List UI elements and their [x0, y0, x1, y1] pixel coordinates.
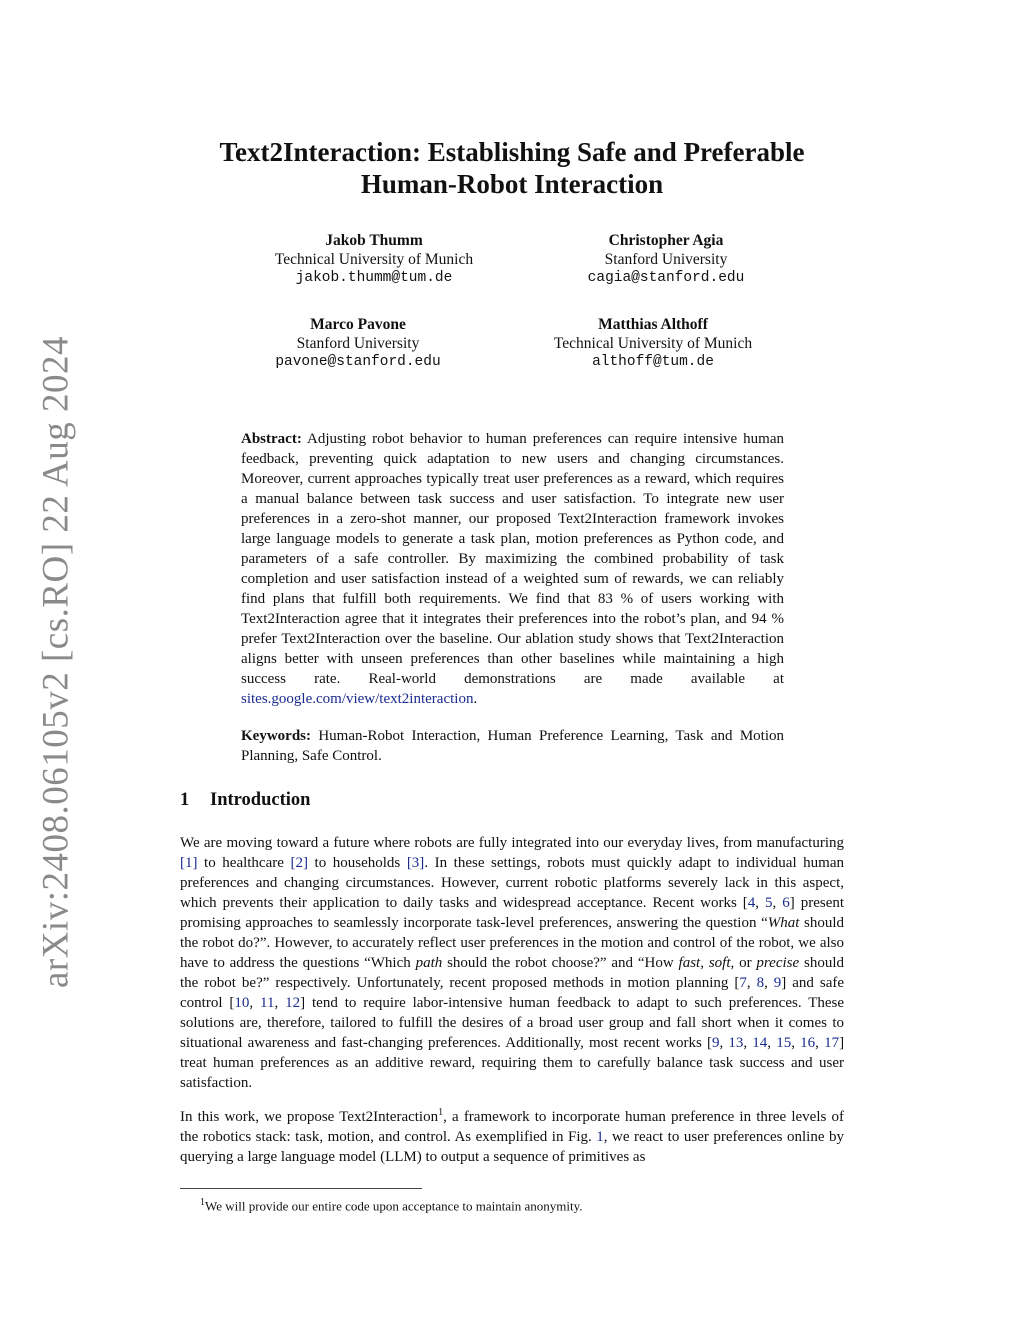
emphasis-text: precise	[756, 955, 800, 971]
paper-title	[0, 136, 1024, 200]
body-text: , we react to user preferences online by querying a large language model (LLM) to output a sequence of primitives as	[180, 1129, 845, 1165]
body-text: . In these settings, robots must quickly adapt to individual human preferences and changing circumstances. However, current robotic platforms severely lack in this aspect, which prevents their application to daily tasks and widespread acceptance. Recent works [	[180, 855, 844, 911]
author-affiliation: Stanford University	[296, 335, 420, 352]
author-block-2	[516, 231, 816, 288]
body-text: We are moving toward a future where robots are fully integrated into our everyday lives, from manufacturing	[180, 835, 844, 851]
author-name: Marco Pavone	[310, 316, 406, 333]
citation-link[interactable]: 1	[596, 1129, 604, 1145]
body-text: to households	[307, 855, 407, 871]
keywords	[241, 726, 784, 766]
abstract-text: Adjusting robot behavior to human preferences can require intensive human feedback, preventing quick adaptation to new users and changing circumstances. Moreover, current approaches typically treat user preferences as a reward, which requires a manual balance between task success and user satisfaction. To integrate new user preferences in a zero-shot manner, our proposed Text2Interaction framework invokes large language models to generate a task plan, motion preferences as Python code, and parameters of a safe controller. By maximizing the combined probability of task completion and user satisfaction instead of a weighted sum of rewards, we can reliably find plans that fulfill both requirements. We find that 83 % of users working with Text2Interaction agree that it integrates their preferences into the robot’s plan, and 94 % prefer Text2Interaction over the baseline. Our ablation study shows that Text2Interaction aligns better with unseen preferences than other baselines while maintaining a high success rate. Real-world demonstrations are made available at	[241, 431, 784, 687]
author-name: Christopher Agia	[608, 232, 724, 249]
citation-link[interactable]: 13	[728, 1035, 744, 1051]
body-text: ,	[815, 1035, 825, 1051]
citation-link[interactable]: 10	[234, 995, 250, 1011]
citation-link[interactable]: 5	[765, 895, 773, 911]
body-text: ] treat human preferences as an additive reward, requiring them to carefully balance task success and user satisfaction.	[180, 1035, 845, 1091]
author-affiliation: Stanford University	[604, 251, 728, 268]
body-text: ,	[791, 1035, 801, 1051]
body-text: ,	[764, 975, 774, 991]
citation-link[interactable]: 8	[756, 975, 765, 991]
body-text: , or	[730, 955, 757, 971]
author-affiliation: Technical University of Munich	[553, 335, 753, 352]
footnote-divider	[180, 1188, 422, 1189]
emphasis-text: fast	[678, 955, 701, 971]
body-text: ,	[772, 895, 783, 911]
body-text: should the robot be?” respectively. Unfortunately, recent proposed methods in motion planning [	[180, 955, 845, 991]
body-text: should the robot do?”. However, to accurately reflect user preferences in the motion and control of the robot, we also have to address the questions “Which	[180, 915, 844, 971]
author-email[interactable]: cagia@stanford.edu	[587, 270, 745, 286]
citation-link[interactable]: [1]	[180, 855, 198, 871]
body-text: ,	[249, 995, 261, 1011]
title-line-1: Text2Interaction: Establishing Safe and Preferable	[219, 137, 805, 167]
citation-link[interactable]: 4	[747, 895, 756, 911]
body-text: ,	[746, 975, 757, 991]
citation-link[interactable]: 15	[776, 1035, 792, 1051]
author-name: Matthias Althoff	[598, 316, 708, 333]
keywords-text: Human-Robot Interaction, Human Preference Learning, Task and Motion Planning, Safe Control.	[241, 728, 784, 764]
emphasis-text: path	[415, 955, 443, 971]
arxiv-identifier: arXiv:2408.06105v2 [cs.RO] 22 Aug 2024	[35, 335, 77, 989]
body-text: ,	[743, 1035, 753, 1051]
body-text: to healthcare	[197, 855, 291, 871]
author-email[interactable]: althoff@tum.de	[592, 354, 714, 370]
citation-link[interactable]: 17	[824, 1035, 840, 1051]
citation-link[interactable]: 9	[773, 975, 782, 991]
author-block-4	[503, 315, 803, 372]
keywords-label: Keywords:	[241, 728, 311, 744]
intro-paragraph-1	[180, 833, 844, 1093]
abstract	[241, 429, 784, 709]
citation-link[interactable]: 16	[800, 1035, 816, 1051]
author-email[interactable]: pavone@stanford.edu	[275, 354, 441, 370]
footnote-mark: 1	[200, 1197, 205, 1208]
body-text: ,	[767, 1035, 777, 1051]
citation-link[interactable]: 9	[711, 1035, 720, 1051]
body-text: ,	[700, 955, 709, 971]
body-text: ,	[274, 995, 286, 1011]
author-name: Jakob Thumm	[325, 232, 423, 249]
introduction-body	[180, 833, 844, 1177]
section-heading	[180, 790, 310, 811]
author-block-3	[208, 315, 508, 372]
emphasis-text: What	[767, 915, 800, 931]
section-number: 1	[180, 790, 190, 810]
citation-link[interactable]: [2]	[290, 855, 308, 871]
body-text: ] tend to require labor-intensive human feedback to adapt to such preferences. These solutions are, therefore, tailored to fulfill the desires of a broad user group and fall short when it comes to situational awareness and fast-changing preferences. Additionally, most recent works [	[180, 995, 845, 1051]
author-block-1	[224, 231, 524, 288]
abstract-end: .	[473, 691, 478, 707]
body-text: ,	[719, 1035, 729, 1051]
footnote	[200, 1194, 583, 1214]
intro-paragraph-2	[180, 1103, 844, 1167]
footnote-ref[interactable]: 1	[438, 1107, 444, 1118]
section-title: Introduction	[210, 790, 311, 810]
body-text: , a framework to incorporate human preference in three levels of the robotics stack: task, motion, and control. As exemplified in Fig.	[180, 1109, 844, 1145]
citation-link[interactable]: 11	[260, 995, 275, 1011]
abstract-label: Abstract:	[241, 431, 302, 447]
body-text: ] and safe control [	[180, 975, 845, 1011]
emphasis-text: soft	[708, 955, 731, 971]
author-email[interactable]: jakob.thumm@tum.de	[295, 270, 453, 286]
author-affiliation: Technical University of Munich	[274, 251, 474, 268]
footnote-text: We will provide our entire code upon acceptance to maintain anonymity.	[205, 1198, 583, 1214]
citation-link[interactable]: 12	[285, 995, 301, 1011]
title-line-2: Human-Robot Interaction	[360, 169, 664, 199]
citation-link[interactable]: 14	[752, 1035, 768, 1051]
citation-link[interactable]: [3]	[406, 855, 425, 871]
body-text: ] present promising approaches to seamlessly incorporate task-level preferences, answering the question “	[180, 895, 845, 931]
body-text: should the robot choose?” and “How	[442, 955, 679, 971]
body-text: ,	[755, 895, 765, 911]
citation-link[interactable]: 7	[739, 975, 747, 991]
project-link[interactable]: sites.google.com/view/text2interaction	[241, 691, 474, 707]
citation-link[interactable]: 6	[782, 895, 790, 911]
body-text: In this work, we propose Text2Interaction	[180, 1109, 439, 1125]
